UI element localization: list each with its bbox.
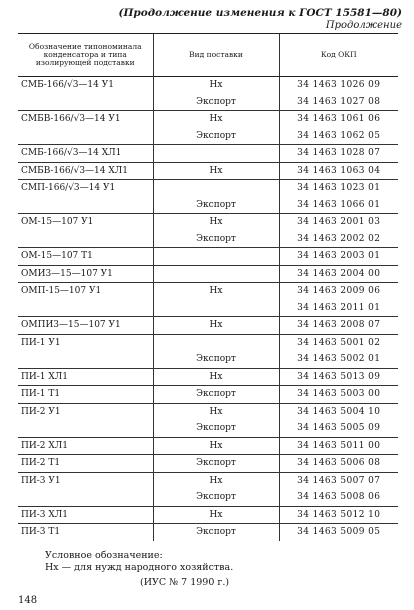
okp-code-cell: 34 1463 5005 09 — [279, 420, 398, 437]
table-row — [18, 506, 398, 524]
table-row — [18, 334, 398, 351]
table-row — [18, 265, 398, 283]
okp-code-cell: 34 1463 1063 04 — [279, 162, 398, 180]
delivery-cell: Нх — [153, 472, 279, 489]
table-row — [18, 162, 398, 180]
table-row — [18, 128, 398, 145]
table-row — [18, 197, 398, 214]
designation-cell: СМБВ-166/√3—14 ХЛ1 — [18, 162, 153, 180]
delivery-cell: Нх — [153, 317, 279, 335]
delivery-cell — [153, 334, 279, 351]
okp-code-cell: 34 1463 5003 00 — [279, 386, 398, 404]
designation-cell: ПИ-1 Т1 — [18, 386, 153, 404]
table-row — [18, 111, 398, 128]
designation-cell — [18, 94, 153, 111]
table-body — [18, 77, 398, 541]
delivery-cell: Нх — [153, 283, 279, 300]
okp-code-cell: 34 1463 2002 02 — [279, 231, 398, 248]
designation-cell: СМБВ-166/√3—14 У1 — [18, 111, 153, 128]
delivery-cell — [153, 145, 279, 163]
table-row — [18, 248, 398, 266]
delivery-cell: Экспорт — [153, 197, 279, 214]
delivery-cell: Экспорт — [153, 351, 279, 368]
okp-code-cell: 34 1463 2004 00 — [279, 265, 398, 283]
designation-cell: ПИ-3 У1 — [18, 472, 153, 489]
delivery-cell: Нх — [153, 111, 279, 128]
designation-cell — [18, 197, 153, 214]
designation-cell: ОМИ3—15—107 У1 — [18, 265, 153, 283]
okp-code-cell: 34 1463 5004 10 — [279, 403, 398, 420]
header-okp-code: Код ОКП — [279, 34, 398, 77]
delivery-cell — [153, 300, 279, 317]
designation-cell: ОМП-15—107 У1 — [18, 283, 153, 300]
table-row — [18, 351, 398, 368]
designation-cell: ПИ-2 ХЛ1 — [18, 437, 153, 455]
table-row — [18, 403, 398, 420]
designation-cell — [18, 231, 153, 248]
designation-cell: ПИ-1 ХЛ1 — [18, 368, 153, 386]
delivery-cell: Экспорт — [153, 231, 279, 248]
okp-code-table — [18, 33, 398, 541]
table-row — [18, 317, 398, 335]
table-row — [18, 472, 398, 489]
table-row — [18, 214, 398, 231]
header-delivery-type: Вид поставки — [153, 34, 279, 77]
designation-cell: ОМ-15—107 У1 — [18, 214, 153, 231]
table-row — [18, 231, 398, 248]
designation-cell — [18, 420, 153, 437]
document-header: (Продолжение изменения к ГОСТ 15581—80) — [118, 7, 402, 19]
okp-code-cell: 34 1463 5009 05 — [279, 524, 398, 541]
table-row — [18, 94, 398, 111]
okp-code-cell: 34 1463 5011 00 — [279, 437, 398, 455]
okp-code-cell: 34 1463 2003 01 — [279, 248, 398, 266]
okp-code-cell: 34 1463 1062 05 — [279, 128, 398, 145]
okp-code-cell: 34 1463 2001 03 — [279, 214, 398, 231]
delivery-cell: Нх — [153, 162, 279, 180]
ius-reference: (ИУС № 7 1990 г.) — [140, 577, 230, 588]
delivery-cell: Экспорт — [153, 420, 279, 437]
delivery-cell: Нх — [153, 437, 279, 455]
okp-code-cell: 34 1463 1066 01 — [279, 197, 398, 214]
designation-cell: СМБ-166/√3—14 У1 — [18, 77, 153, 94]
delivery-cell: Экспорт — [153, 128, 279, 145]
delivery-cell — [153, 180, 279, 197]
delivery-cell: Нх — [153, 368, 279, 386]
designation-cell: ОМ-15—107 Т1 — [18, 248, 153, 266]
table-row — [18, 455, 398, 473]
table-row — [18, 368, 398, 386]
okp-code-cell: 34 1463 1023 01 — [279, 180, 398, 197]
table-row — [18, 524, 398, 541]
continuation-label: Продолжение — [325, 20, 402, 31]
delivery-cell: Экспорт — [153, 489, 279, 506]
notes — [45, 550, 233, 574]
page-number: 148 — [18, 595, 38, 606]
designation-cell: СМП-166/√3—14 У1 — [18, 180, 153, 197]
designation-cell — [18, 128, 153, 145]
designation-cell: ПИ-3 Т1 — [18, 524, 153, 541]
delivery-cell: Экспорт — [153, 455, 279, 473]
delivery-cell: Нх — [153, 214, 279, 231]
designation-cell: СМБ-166/√3—14 ХЛ1 — [18, 145, 153, 163]
okp-code-cell: 34 1463 5006 08 — [279, 455, 398, 473]
designation-cell: ПИ-2 Т1 — [18, 455, 153, 473]
okp-code-cell: 34 1463 2008 07 — [279, 317, 398, 335]
table-row — [18, 420, 398, 437]
okp-code-cell: 34 1463 5002 01 — [279, 351, 398, 368]
okp-code-cell: 34 1463 5013 09 — [279, 368, 398, 386]
designation-cell: ПИ-2 У1 — [18, 403, 153, 420]
designation-cell — [18, 489, 153, 506]
delivery-cell: Нх — [153, 506, 279, 524]
designation-cell: ОМПИ3—15—107 У1 — [18, 317, 153, 335]
delivery-cell: Нх — [153, 403, 279, 420]
table-row — [18, 489, 398, 506]
table-row — [18, 283, 398, 300]
delivery-cell: Экспорт — [153, 386, 279, 404]
designation-cell — [18, 351, 153, 368]
delivery-cell — [153, 248, 279, 266]
okp-code-cell: 34 1463 2009 06 — [279, 283, 398, 300]
header-designation: Обозначение типономинала конденсатора и типа изолирующей подставки — [18, 34, 153, 77]
delivery-cell: Экспорт — [153, 94, 279, 111]
delivery-cell — [153, 265, 279, 283]
okp-code-cell: 34 1463 5001 02 — [279, 334, 398, 351]
designation-cell: ПИ-3 ХЛ1 — [18, 506, 153, 524]
okp-code-cell: 34 1463 1026 09 — [279, 77, 398, 94]
designation-cell: ПИ-1 У1 — [18, 334, 153, 351]
table-row — [18, 77, 398, 94]
okp-code-cell: 34 1463 5012 10 — [279, 506, 398, 524]
table-row — [18, 180, 398, 197]
designation-cell — [18, 300, 153, 317]
table-row — [18, 386, 398, 404]
okp-code-cell: 34 1463 5007 07 — [279, 472, 398, 489]
okp-code-cell: 34 1463 1028 07 — [279, 145, 398, 163]
table-row — [18, 145, 398, 163]
okp-code-cell: 34 1463 1061 06 — [279, 111, 398, 128]
okp-code-cell: 34 1463 5008 06 — [279, 489, 398, 506]
delivery-cell: Нх — [153, 77, 279, 94]
legend-text: Нх — для нужд народного хозяйства. — [45, 562, 234, 573]
table-row — [18, 300, 398, 317]
legend-label: Условное обозначение: — [45, 550, 163, 561]
okp-code-cell: 34 1463 2011 01 — [279, 300, 398, 317]
table-row — [18, 437, 398, 455]
delivery-cell: Экспорт — [153, 524, 279, 541]
okp-code-cell: 34 1463 1027 08 — [279, 94, 398, 111]
